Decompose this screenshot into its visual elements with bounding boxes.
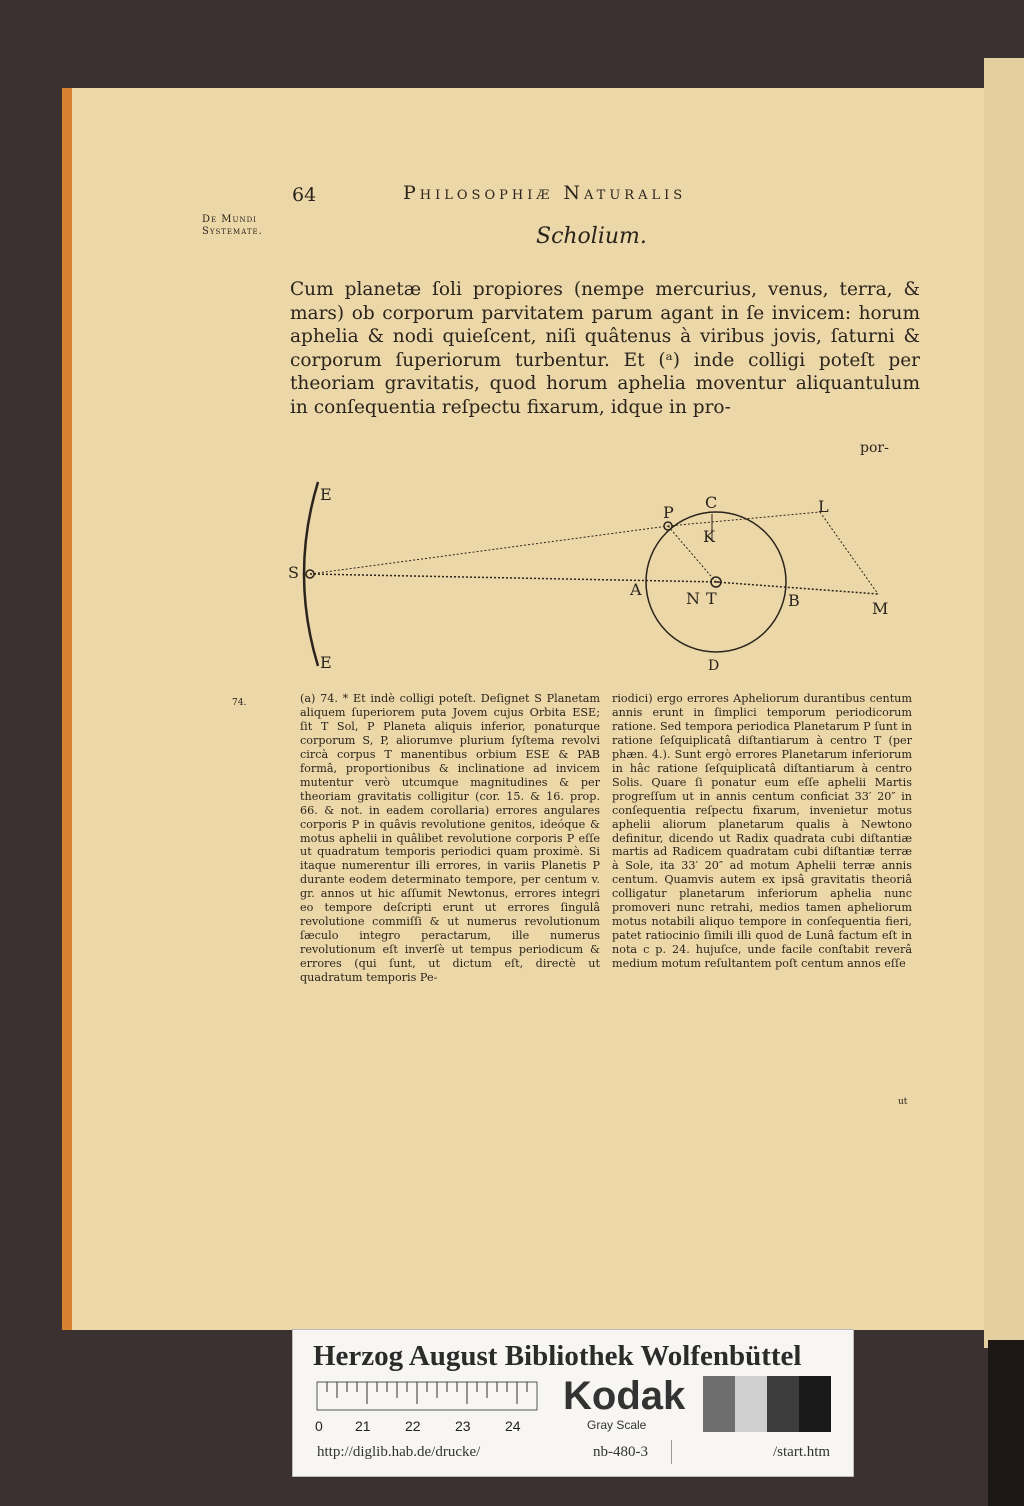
label-A: A: [630, 580, 642, 599]
footnote-catchword: ut: [898, 1097, 908, 1107]
color-strip: [988, 1340, 1024, 1506]
orbit-diagram-right: [620, 470, 920, 682]
url-text: http://diglib.hab.de/drucke/: [317, 1444, 481, 1460]
footnote-margin-number: 74.: [232, 698, 247, 708]
orbit-diagram: [280, 470, 715, 682]
ruler-number: 23: [455, 1418, 471, 1434]
footnote-right-column: riodici) ergo errores Apheliorum durantibus centum annis erunt in ſimplici temporum periodicorum ratione. Sed tempora periodica Planetarum P ſunt in ratione ſeſquiplicatâ diſtantiarum à centro T (per phæn. 4.). Sunt ergò errores Planetarum inferiorum in hâc ratione ſeſquiplicatâ diſtantiarum à centro Solis. Quare ſi ponatur eum eſſe aphelii Martis progreſſum ut in annis centum conficiat 33′ 20″ in conſequentia reſpectu fixarum, invenietur motus aphelii aliorum planetarum qualis à Newtono definitur, dicendo ut Radix quadrata cubi diſtantiæ martis ad Radicem quadratam cubi diſtantiæ terræ à Sole, ita 33′ 20″ ad motum Aphelii terræ annis centum. Quamvis autem ex ipsâ gravitatis theoriâ colligatur planetarum inferiorum aphelia nunc promoveri nunc retrahi, medios tamen apheliorum motus notabili aliquo tempore in conſequentia fieri, patet ratiocinio ſimili illi quod de Lunâ factum eſt in nota c p. 24. hujuſce, unde facile conſtabit reverâ medium motum reſultantem poſt centum annos eſſe: [612, 692, 912, 971]
label-B: B: [788, 591, 800, 610]
line-L-M: [820, 512, 878, 594]
label-T: T: [706, 589, 717, 608]
library-title: Herzog August Bibliothek Wolfenbüttel: [313, 1340, 802, 1372]
label-E-bottom: E: [320, 653, 332, 672]
ruler-number: 0: [315, 1418, 323, 1434]
label-L: L: [818, 497, 829, 516]
label-P: P: [663, 503, 674, 522]
label-E-top: E: [320, 485, 332, 504]
ruler: [317, 1382, 537, 1410]
body-paragraph: Cum planetæ ſoli propiores (nempe mercurius, venus, terra, & mars) ob corporum parvitatem parum agant in ſe invicem: horum aphelia & nodi quieſcent, niſi quâtenus à viribus jovis, ſaturni & corporum ſuperiorum turbentur. Et (ᵃ) inde colligi poteſt per theoriam gravitatis, quod horum aphelia moventur aliquantulum in conſequentia reſpectu fixarum, idque in pro-: [290, 279, 920, 418]
label-S: S: [288, 563, 299, 582]
label-M: M: [872, 599, 889, 618]
line-P-T: [668, 526, 716, 582]
library-label-card: [292, 1329, 854, 1477]
label-C: C: [705, 493, 718, 512]
start-text: /start.htm: [773, 1444, 831, 1460]
ruler-number: 22: [405, 1418, 421, 1434]
separator: [671, 1440, 672, 1464]
catchword: por-: [860, 440, 889, 456]
facing-page-edge: [984, 58, 1024, 1348]
kodak-logo: Kodak: [563, 1374, 686, 1418]
line-P-L: [668, 512, 820, 526]
footnote-left-column: (a) 74. * Et indè colligi poteſt. Deſignet S Planetam aliquem ſuperiorem puta Jovem cujus Orbita ESE; ſit T Sol, P Planeta aliquis inferior, ponaturque corporum S, P, aliorumve plurium ſyſtema revolvi circà corpus T manentibus orbium ESE & PAB formâ, proportionibus & inclinatione ad invicem mutentur verò utcumque magnitudines & per theoriam gravitatis colligitur (cor. 15. & 16. prop. 66. & not. in eadem corollaria) errores angulares corporis P in quâvis revolutione genitos, ideóque & motus aphelii in quâlibet revolutione corporis P eſſe ut quadratum temporis periodici quam proximè. Si itaque numerentur illi errores, in variis Planetis P durante eodem determinato tempore, per centum v. gr. annos ut hic aſſumit Newtonus, errores integri eo tempore deſcripti erunt ut errores ſingulâ revolutione commiſſi & ut numerus revolutionum ſæculo integro peractarum, ille numerus revolutionum eſt inverſè ut tempus periodicum & errores (qui ſunt, ut dictum eſt, directè ut quadratum temporis Pe-: [300, 692, 600, 985]
label-D: D: [708, 658, 720, 674]
line-S-P: [310, 526, 668, 574]
label-K: K: [703, 527, 715, 546]
running-title: Philosophiæ Naturalis: [403, 182, 687, 204]
ruler-number: 24: [505, 1418, 521, 1434]
margin-note: De Mundi Systemate.: [202, 214, 263, 237]
section-title: Scholium.: [536, 224, 647, 249]
shelfmark: nb-480-3: [593, 1444, 648, 1460]
page-number: 64: [292, 184, 317, 206]
ruler-number: 21: [355, 1418, 371, 1434]
gray-scale-label: Gray Scale: [587, 1418, 647, 1432]
gray-scale-blocks: [703, 1376, 831, 1432]
label-N: N: [686, 589, 700, 608]
